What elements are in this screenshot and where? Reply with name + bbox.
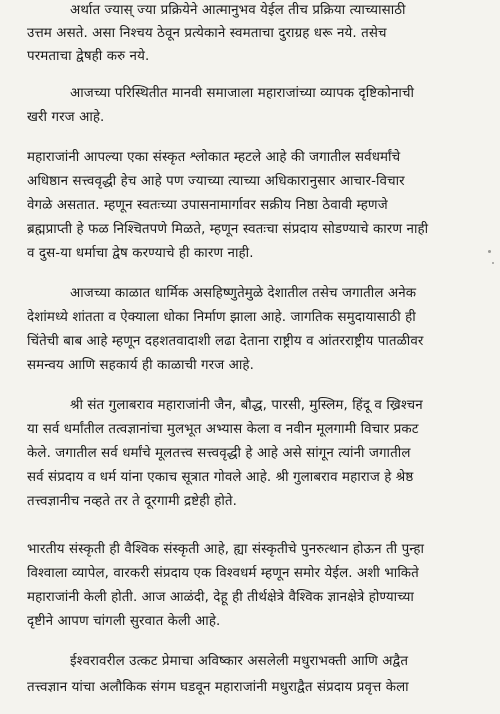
text-line: तत्त्वज्ञान यांचा अलौकिक संगम घडवून महाराजांनी मधुराद्वैत संप्रदाय प्रवृत्त केला <box>27 680 409 695</box>
scan-speck <box>492 262 494 264</box>
text-line: भारतीय संस्कृती ही वैश्विक संस्कृती आहे, ह्या संस्कृतीचे पुनरुत्थान होऊन ती पुन्हा <box>27 542 425 557</box>
text-line: महाराजांनी आपल्या एका संस्कृत श्लोकात म्हटले आहे की जगातील सर्वधर्मांचे <box>27 150 401 165</box>
text-line: विश्वाला व्यापेल, वारकरी संप्रदाय एक विश्वधर्म म्हणून समोर येईल. अशी भाकिते <box>27 566 419 581</box>
text-line: समन्वय आणि सहकार्य ही काळाची गरज आहे. <box>27 358 254 373</box>
text-line: या सर्व धर्मांतील तत्वज्ञानांचा मुलभूत अभ्यास केला व नवीन मूलगामी विचार प्रकट <box>27 422 419 437</box>
text-line: आजच्या परिस्थितीत मानवी समाजाला महाराजांच्या व्यापक दृष्टिकोनाची <box>70 86 415 101</box>
text-line: वेगळे असतात. म्हणून स्वतःच्या उपासनामार्गावर सक्रीय निष्ठा ठेवावी म्हणजे <box>27 198 388 213</box>
text-line: अधिष्ठान सत्त्ववृद्धी हेच आहे पण ज्याच्या त्याच्या अधिकारानुसार आचार-विचार <box>27 174 405 189</box>
text-line: देशांमध्ये शांतता व ऐक्याला धोका निर्माण झाला आहे. जागतिक समुदायासाठी ही <box>27 310 416 325</box>
scan-speck <box>488 250 491 253</box>
text-line: महाराजांनी केली होती. आज आळंदी, देहू ही तीर्थक्षेत्रे वैश्विक ज्ञानक्षेत्रे होण्याच्या <box>27 590 414 605</box>
text-line: ईश्वरावरील उत्कट प्रेमाचा अविष्कार असलेली मधुराभक्ती आणि अद्वैत <box>70 654 409 669</box>
text-line: अर्थात ज्यास् ज्या प्रक्रियेने आत्मानुभव येईल तीच प्रक्रिया त्याच्यासाठी <box>70 3 406 18</box>
text-line: सर्व संप्रदाय व धर्म यांना एकाच सूत्रात गोवले आहे. श्री गुलाबराव महाराज हे श्रेष्ठ <box>27 470 414 485</box>
text-line: खरी गरज आहे. <box>27 110 105 125</box>
text-line: श्री संत गुलाबराव महाराजांनी जैन, बौद्ध, पारसी, मुस्लिम, हिंदू व ख्रिश्चन <box>70 398 423 413</box>
text-line: तत्त्वज्ञानीच नव्हते तर ते दूरगामी द्रष्टेही होते. <box>27 494 237 509</box>
text-line: उत्तम असते. असा निश्चय ठेवून प्रत्येकाने स्वमताचा दुराग्रह धरू नये. तसेच <box>27 26 387 41</box>
text-line: ब्रह्मप्राप्ती हे फळ निश्चितपणे मिळते, म्हणून स्वतःचा संप्रदाय सोडण्याचे कारण नाही <box>27 222 429 237</box>
text-line: परमताचा द्वेषही करु नये. <box>27 49 150 64</box>
text-line: चिंतेची बाब आहे म्हणून दहशतवादाशी लढा देताना राष्ट्रीय व आंतरराष्ट्रीय पातळीवर <box>27 334 424 349</box>
text-line: दृष्टीने आपण चांगली सुरवात केली आहे. <box>27 614 221 629</box>
text-line: केले. जगातील सर्व धर्मांचे मूलतत्त्व सत्त्ववृद्धी हे आहे असे सांगून त्यांनी जगातील <box>27 446 411 461</box>
text-line: व दुस-या धर्माचा द्वेष करण्याचे ही कारण नाही. <box>27 246 254 261</box>
text-line: आजच्या काळात धार्मिक असहिष्णुतेमुळे देशातील तसेच जगातील अनेक <box>70 286 417 301</box>
